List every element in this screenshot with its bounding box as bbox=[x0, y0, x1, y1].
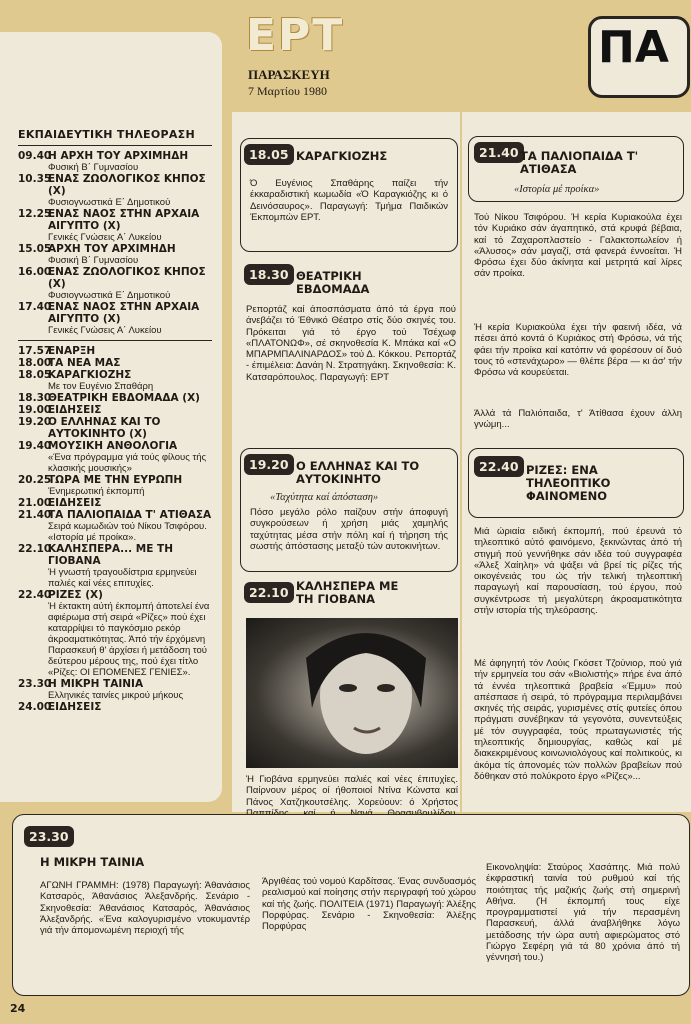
main-list bbox=[18, 345, 212, 713]
divider bbox=[18, 145, 212, 146]
time-badge: 22.10 bbox=[244, 582, 294, 603]
program-title: ΤΑ ΠΑΛΙΟΠΑΙΔΑ Τ' ΑΤΙΘΑΣΑ bbox=[520, 149, 639, 176]
program-subtitle: «Ταχύτητα καί άπόσταση» bbox=[270, 492, 379, 503]
schedule-program: ΕΙΔΗΣΕΙΣ bbox=[48, 701, 102, 713]
schedule-entry bbox=[18, 345, 212, 357]
schedule-time: 10.35 bbox=[18, 173, 52, 185]
schedule-title: ΕΚΠΑΙΔΕΥΤΙΚΗ ΤΗΛΕΟΡΑΣΗ bbox=[18, 128, 195, 141]
schedule-note: Ένημερωτική έκπομπή bbox=[48, 486, 145, 497]
film-text-col2: Άργιθέας τού νομού Καρδίτσας. Ένας συνδυασμός ρεαλισμού καί ποίησης στήν περιγραφή τού χώρου καί τής ζωής. ΠΟΛΙΤΕΙΑ (1971) Παραγωγή: Άλέξης Πορφύρας. Σενάριο - Σκηνοθεσία: Άλέξης Πορφύρας bbox=[262, 876, 476, 933]
schedule-entry bbox=[18, 357, 212, 369]
schedule-entry bbox=[18, 243, 212, 255]
program-title: Η ΜΙΚΡΗ ΤΑΙΝΙΑ bbox=[40, 855, 145, 869]
program-text: Τού Νίκου Τσιφόρου. Ή κερία Κυριακούλα έχει τόν Κυριάκο σάν άγαπητικό, στά κρυφά βέβαια, καί τό Ζαχαροπλαστείο - Γαλακτοπωλείον ή «Άλυσος» σάν μαγαζί, στά φανερά έννοείται. Ή Φρόσω έχει δύο άκίνητα καί μετρητά καί λίρες σάν προίκα. bbox=[474, 212, 682, 280]
time-badge: 23.30 bbox=[24, 826, 74, 847]
program-title: ΘΕΑΤΡΙΚΗ ΕΒΔΟΜΑΔΑ bbox=[296, 269, 370, 296]
schedule-program: ΡΙΖΕΣ (Χ) bbox=[48, 589, 103, 601]
schedule-time: 15.05 bbox=[18, 243, 52, 255]
schedule-panel bbox=[0, 32, 222, 802]
schedule-time: 22.40 bbox=[18, 589, 52, 601]
divider bbox=[18, 340, 212, 341]
schedule-time: 24.00 bbox=[18, 701, 52, 713]
schedule-program: ΜΟΥΣΙΚΗ ΑΝΘΟΛΟΓΙΑ bbox=[48, 440, 178, 452]
program-text: Μέ άφηγητή τόν Λούις Γκόσετ Τζούνιορ, πού γιά τήν ερμηνεία του σάν «Βιολιστής» πήρε ένα άπό τά έννέα τηλεοπτικά βραβεία «Έμμυ» πού απέσπασε ή σειρά, τό πρόγραμμα περιλαμβάνει σκηνές τής σειράς, γυρισμένες στίς φυτείες όπου πράγματι συνέβηκαν τά γεγονότα, συνεντεύξεις μέ τόν συγγραφέα, τούς πρωταγωνιστές τής τηλεοπτικής δημιουργίας, καθώς καί μέ διακεκριμένους κοινωνιολόγους καί πολιτικούς, κι άκόμα τίς άπονομές τών πολλών βραβείων πού δόθηκαν στό πολύκροτο έργο «Ρίζες»... bbox=[474, 658, 682, 782]
schedule-program: ΚΑΛΗΣΠΕΡΑ... ΜΕ ΤΗ ΓΙΟΒΑΝΑ bbox=[48, 543, 173, 567]
program-title: ΡΙΖΕΣ: ΕΝΑ ΤΗΛΕΟΠΤΙΚΟ ΦΑΙΝΟΜΕΝΟ bbox=[526, 463, 611, 503]
schedule-program: ΤΑ ΝΕΑ ΜΑΣ bbox=[48, 357, 121, 369]
schedule-entry bbox=[18, 543, 212, 567]
singer-photo bbox=[246, 618, 458, 768]
schedule-time: 18.05 bbox=[18, 369, 52, 381]
program-text: Πόσο μεγάλο ρόλο παίζουν στήν άποφυγή συγκρούσεων ή χρήση μιάς χαμηλής ταχύτητας μέσα στήν πόλη καί ή τήρηση τής σωστής άπόστασης μεταξύ τών αυτοκινήτων. bbox=[250, 507, 448, 552]
schedule-note: Φυσιογνωστικά Ε΄ Δημοτικού bbox=[48, 290, 171, 301]
schedule-note: Σειρά κωμωδιών τού Νίκου Τσιφόρου. «Ιστορία μέ προίκα». bbox=[48, 521, 207, 543]
time-badge: 18.05 bbox=[244, 144, 294, 165]
program-text: Ρεπορτάζ καί άποσπάσματα άπό τά έργα πού άνεβάζει τό Έθνικό Θέατρο στίς δύο σκηνές του. Πρόκειται γιά τό έργο τού Τσέχωφ «ΠΛΑΤΟΝΩΦ», σέ σκηνοθεσία Κ. Μπάκα καί «Ο ΜΠΑΡΜΠΑΛΙΝΑΡΔΟΣ» τού Δ. Κόκκου. Ρεπορτάζ - έπιμέλεια: Δανάη Ν. Στρατηγάκη. Σκηνοθεσία: Κ. Κατσαρόπουλος. Παραγωγή: ΕΡΤ bbox=[246, 304, 456, 383]
date-label: 7 Μαρτίου 1980 bbox=[248, 84, 327, 98]
schedule-time: 18.00 bbox=[18, 357, 52, 369]
program-subtitle: «Ιστορία μέ προίκα» bbox=[514, 184, 600, 195]
program-text: Ή Γιοβάνα ερμηνεύει παλιές καί νέες έπιτυχίες. Παίρνουν μέρος οί ήθοποιοί Ντίνα Κώνστα καί Πάνος Χατζηκουτσέλης. Χορεύουν: ό Χρήστος bbox=[246, 774, 458, 808]
schedule-time: 09.40 bbox=[18, 150, 52, 162]
program-text: Άλλά τά Παλιόπαιδα, τ' Άτίθασα έχουν άλλη γνώμη... bbox=[474, 408, 682, 431]
schedule-note: Ή γνωστή τραγουδίστρια ερμηνεύει παλιές καί νέες επιτυχίες. bbox=[48, 567, 197, 589]
schedule-entry bbox=[18, 208, 212, 232]
program-text: Ό Ευγένιος Σπαθάρης παίζει τήν έκκαραδιστική κωμωδία «Ό Καραγκιόζης κι ό Δεινόσαυρος». Παραγωγή: Τμήμα Παιδικών Έκπομπών ΕΡΤ. bbox=[250, 178, 448, 223]
film-text-col1: ΑΓΩΝΗ ΓΡΑΜΜΗ: (1978) Παραγωγή: Άθανάσιος Κατσαρός, Άθανάσιος Άλεξανδρής. Σενάριο - Σκηνοθεσία: Άθανάσιος Κατσαρός, Άθανάσιος Άλεξανδρής. «Ένα καλογυρισμένο ντοκυμαντέρ γιά τήν άπομονωμένη περιοχή τής bbox=[40, 880, 250, 937]
schedule-time: 12.25 bbox=[18, 208, 52, 220]
schedule-entry bbox=[18, 474, 212, 486]
schedule-time: 17.57 bbox=[18, 345, 52, 357]
schedule-entry bbox=[18, 266, 212, 290]
schedule-program: ΕΝΑΣ ΖΩΟΛΟΓΙΚΟΣ ΚΗΠΟΣ (Χ) bbox=[48, 173, 206, 197]
schedule-program: ΕΙΔΗΣΕΙΣ bbox=[48, 404, 102, 416]
schedule-note: Γενικές Γνώσεις Α΄ Λυκείου bbox=[48, 232, 162, 243]
schedule-time: 16.00 bbox=[18, 266, 52, 278]
schedule-time: 20.25 bbox=[18, 474, 52, 486]
schedule-program: ΕΝΑΣ ΖΩΟΛΟΓΙΚΟΣ ΚΗΠΟΣ (Χ) bbox=[48, 266, 206, 290]
schedule-entry bbox=[18, 392, 212, 404]
program-title: ΚΑΡΑΓΚΙΟΖΗΣ bbox=[296, 149, 388, 163]
schedule-program: ΤΑ ΠΑΛΙΟΠΑΙΔΑ Τ' ΑΤΙΘΑΣΑ bbox=[48, 509, 212, 521]
schedule-note: Ελληνικές ταινίες μικρού μήκους bbox=[48, 690, 184, 701]
schedule-note: Φυσιογνωστικά Ε΄ Δημοτικού bbox=[48, 197, 171, 208]
program-text: Μιά ώριαία ειδική έκπομπή, πού έρευνά τό τηλεοπτικό αύτό φαινόμενο, ξεκινώντας άπό τή στιγμή πού γεννήθηκε σάν ιδέα τού συγγραφέα «Άλεξ Χαίηλη» νά ψάξει νά βρεί τίς ρίζες τής οικογένειάς του ώς τήν τελική τηλεοπτική παραγωγή καί παρουσίαση, τού έργου, πού συγκέντρωσε τή μεγαλύτερη άκροαματικότητα στήν ιστορία τής τηλεόρασης. bbox=[474, 526, 682, 617]
schedule-entry bbox=[18, 173, 212, 197]
schedule-time: 22.10 bbox=[18, 543, 52, 555]
schedule-note: Ή έκτακτη αύτή έκπομπή άποτελεί ένα αφιέρωμα στή σειρά «Ρίζες» πού έχει καταρρίψει τό παγκόσμιο ρεκόρ άκροαματικότητας. Άπό τήν έρχόμενη Παρασκευή θ' άρχίσει ή μετάδοση τού δεύτερου μέρους της, πού έχει τίτλο «Ρίζες: ΟΙ ΕΠΟΜΕΝΕΣ ΓΕΝΙΕΣ». bbox=[48, 601, 210, 678]
program-text: Ή κερία Κυριακούλα έχει τήν φαεινή ιδέα, νά πέσει άπό κοντά ό Κυριάκος στή Φρόσω, νά τής φάει τήν προίκα καί κατόπιν νά φορέσουν οί δυό τους τό «στενάχωρο» — θλέπε βέρα — κι άσ' τήν Φρόσω νά κουρεύεται. bbox=[474, 322, 682, 379]
schedule-program: ΕΝΑΣ ΝΑΟΣ ΣΤΗΝ ΑΡΧΑΙΑ ΑΙΓΥΠΤΟ (Χ) bbox=[48, 208, 200, 232]
schedule-program: Ο ΕΛΛΗΝΑΣ ΚΑΙ ΤΟ ΑΥΤΟΚΙΝΗΤΟ (Χ) bbox=[48, 416, 161, 440]
time-badge: 22.40 bbox=[474, 456, 524, 477]
schedule-program: ΕΝΑΣ ΝΑΟΣ ΣΤΗΝ ΑΡΧΑΙΑ ΑΙΓΥΠΤΟ (Χ) bbox=[48, 301, 200, 325]
schedule-program: ΘΕΑΤΡΙΚΗ ΕΒΔΟΜΑΔΑ (Χ) bbox=[48, 392, 200, 404]
program-title: ΚΑΛΗΣΠΕΡΑ ΜΕ ΤΗ ΓΙΟΒΑΝΑ bbox=[296, 579, 399, 606]
program-title: Ο ΕΛΛΗΝΑΣ ΚΑΙ ΤΟ ΑΥΤΟΚΙΝΗΤΟ bbox=[296, 459, 420, 486]
schedule-program: ΚΑΡΑΓΚΙΟΖΗΣ bbox=[48, 369, 132, 381]
day-badge: ΠΑ bbox=[598, 22, 669, 73]
schedule-entry bbox=[18, 678, 212, 690]
schedule-entry bbox=[18, 150, 212, 162]
portrait-illustration bbox=[246, 618, 458, 768]
schedule-note: Φυσική Β΄ Γυμνασίου bbox=[48, 162, 139, 173]
schedule-entry bbox=[18, 369, 212, 381]
schedule-entry bbox=[18, 497, 212, 509]
schedule-note: Φυσική Β΄ Γυμνασίου bbox=[48, 255, 139, 266]
schedule-program: ΑΡΧΗ ΤΟΥ ΑΡΧΙΜΗΔΗ bbox=[48, 243, 176, 255]
schedule-entry bbox=[18, 509, 212, 521]
schedule-entry bbox=[18, 589, 212, 601]
schedule-note: Γενικές Γνώσεις Α΄ Λυκείου bbox=[48, 325, 162, 336]
day-label: ΠΑΡΑΣΚΕΥΗ bbox=[248, 67, 330, 82]
schedule-time: 23.30 bbox=[18, 678, 52, 690]
schedule-entry bbox=[18, 701, 212, 713]
schedule-program: ΕΝΑΡΞΗ bbox=[48, 345, 96, 357]
schedule-entry bbox=[18, 404, 212, 416]
schedule-note: «Ένα πρόγραμμα γιά τούς φίλους τής κλασικής μουσικής» bbox=[48, 452, 207, 474]
film-text-col3: Εικονοληψία: Σταύρος Χασάπης. Μιά πολύ έκφραστική ταινία τού ρυθμού καί τής ποιότητας τής μαζικής ζωής στή σημερινή Αθήνα. (Ή έκπομπή τους είχε προγραμματιστεί γιά τήν περασμένη Παρασκευή, άλλά άναβλήθηκε λόγω μετάδοσης τήν ώρα αυτή αφιερώματος στό Γιώργο Σεφέρη γιά τά 80 χρόνια άπό τή γέννησή του.) bbox=[486, 862, 680, 964]
schedule-entry bbox=[18, 301, 212, 325]
schedule-time: 17.40 bbox=[18, 301, 52, 313]
schedule-entry bbox=[18, 440, 212, 452]
schedule-time: 19.00 bbox=[18, 404, 52, 416]
schedule-time: 21.40 bbox=[18, 509, 52, 521]
time-badge: 18.30 bbox=[244, 264, 294, 285]
schedule-program: ΕΙΔΗΣΕΙΣ bbox=[48, 497, 102, 509]
ert-logo: ΕΡΤ bbox=[246, 10, 345, 61]
schedule-entry bbox=[18, 416, 212, 440]
schedule-program: ΤΩΡΑ ΜΕ ΤΗΝ ΕΥΡΩΠΗ bbox=[48, 474, 183, 486]
schedule-note: Με τον Ευγένιο Σπαθάρη bbox=[48, 381, 154, 392]
page-number: 24 bbox=[10, 1002, 26, 1015]
schedule-program: Η ΑΡΧΗ ΤΟΥ ΑΡΧΙΜΗΔΗ bbox=[48, 150, 189, 162]
schedule-time: 18.30 bbox=[18, 392, 52, 404]
schedule-program: Η ΜΙΚΡΗ ΤΑΙΝΙΑ bbox=[48, 678, 144, 690]
time-badge: 21.40 bbox=[474, 142, 524, 163]
time-badge: 19.20 bbox=[244, 454, 294, 475]
edu-list bbox=[18, 150, 212, 336]
schedule-time: 21.00 bbox=[18, 497, 52, 509]
schedule-time: 19.40 bbox=[18, 440, 52, 452]
schedule-time: 19.20 bbox=[18, 416, 52, 428]
